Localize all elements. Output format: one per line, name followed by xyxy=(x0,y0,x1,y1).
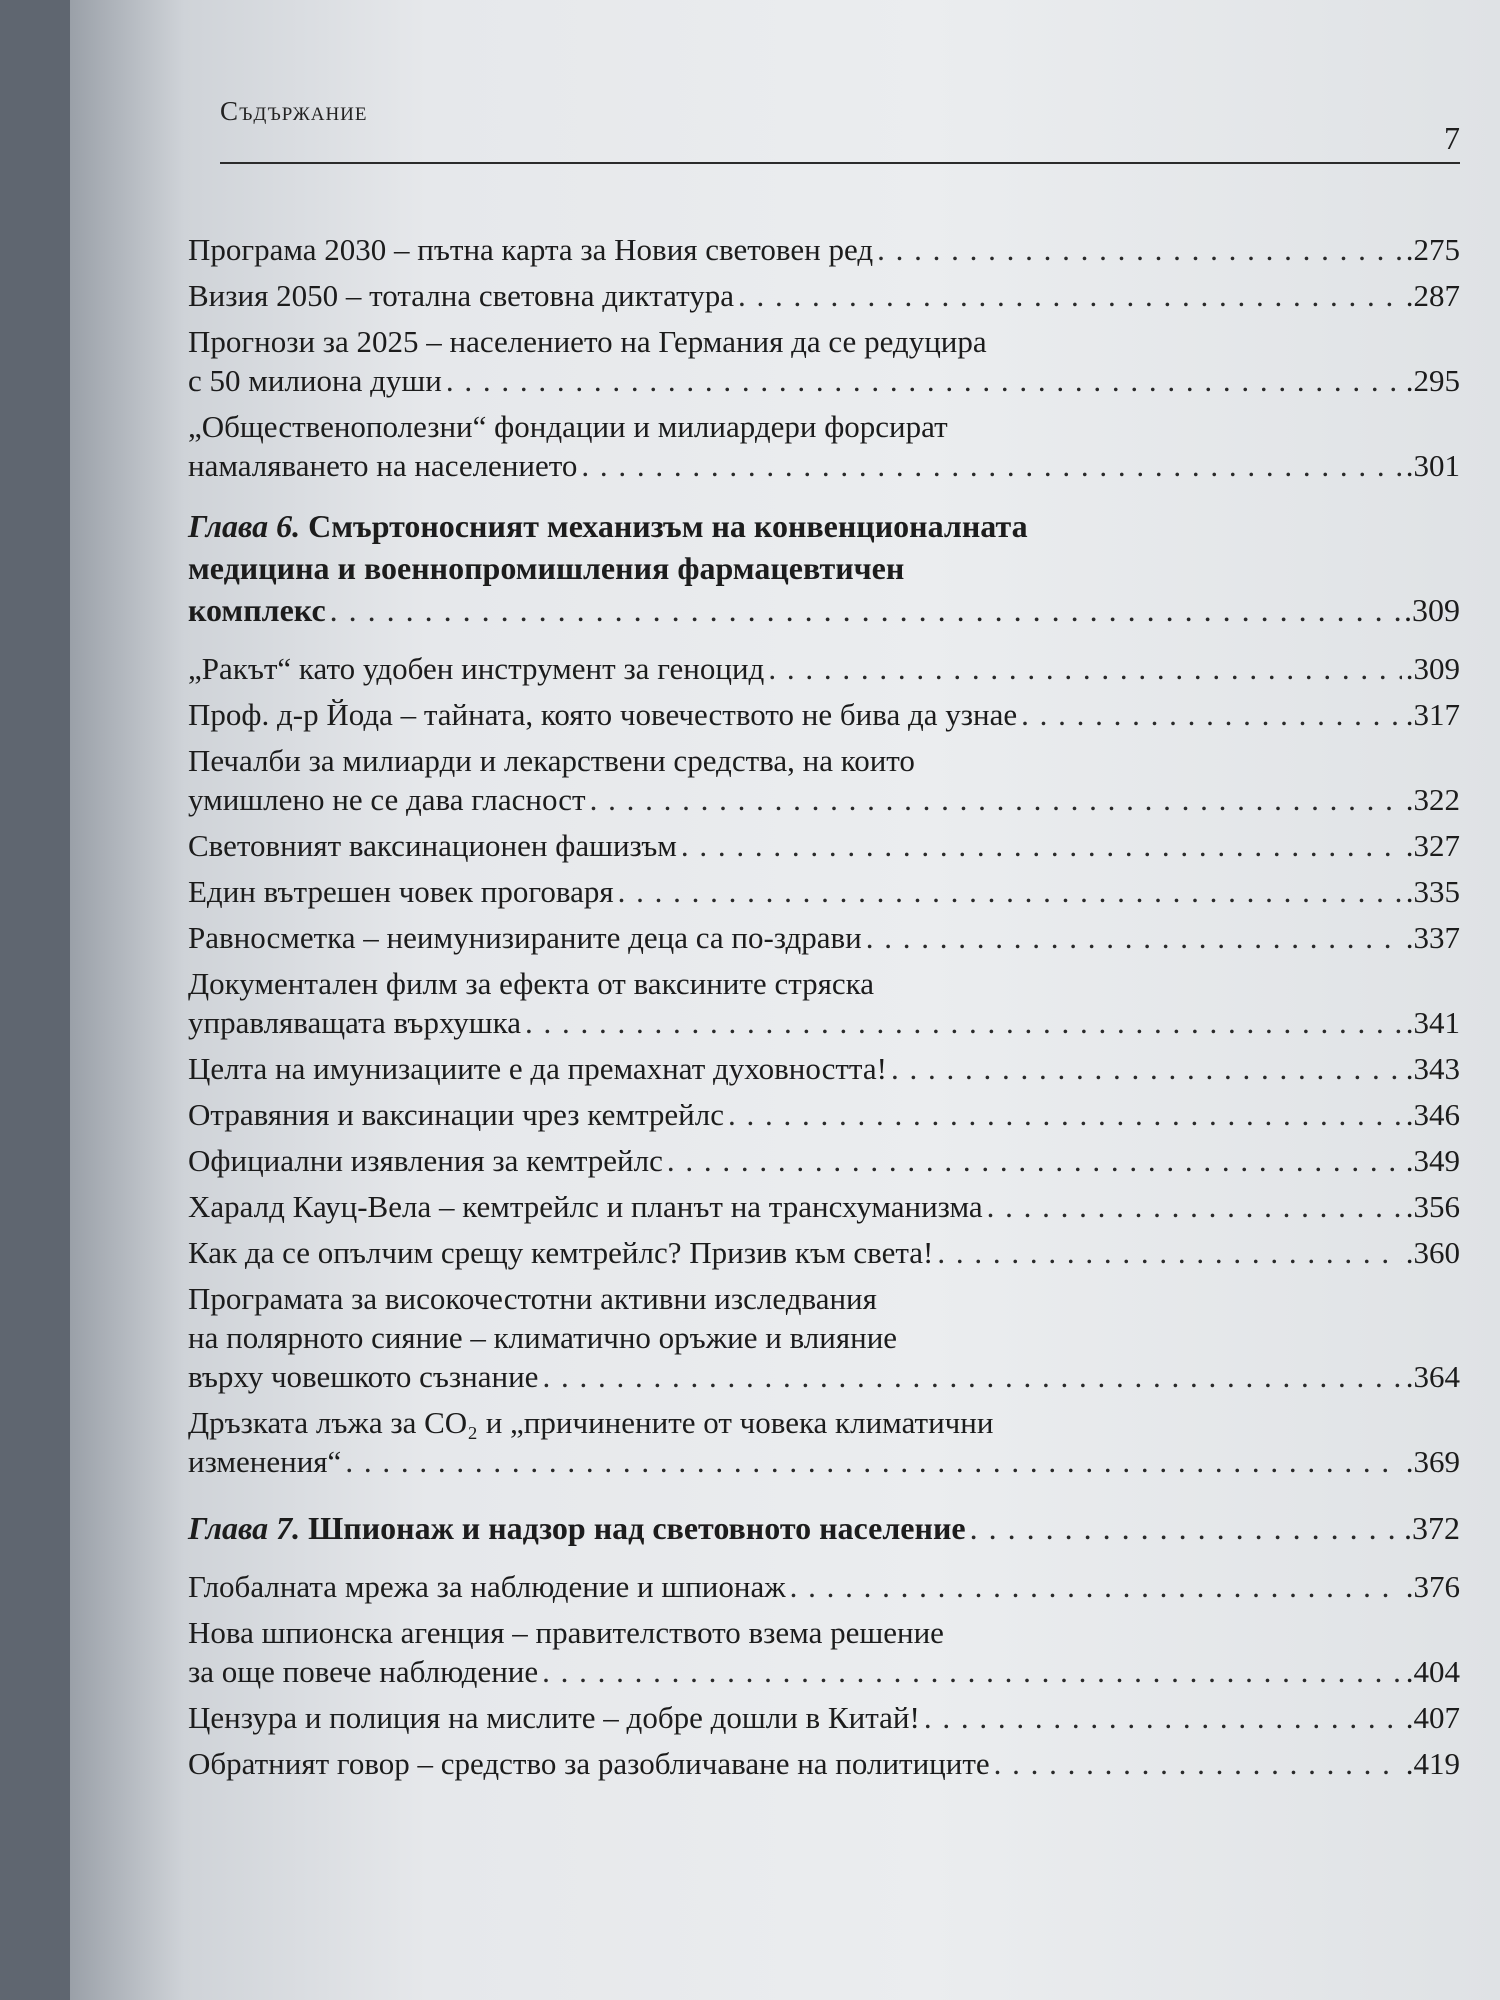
entry-title: Визия 2050 – тотална световна диктатура xyxy=(188,278,735,313)
entry-title: Равносметка – неимунизираните деца са по-здрави xyxy=(188,920,862,955)
entry-title: Програма 2030 – пътна карта за Новия световен ред xyxy=(188,232,874,267)
chapter-title-line: комплекс xyxy=(188,592,326,628)
toc-entry xyxy=(188,1403,1460,1481)
toc-entry xyxy=(188,1613,1460,1691)
entry-page: .364 xyxy=(1405,1359,1460,1394)
entry-page: .295 xyxy=(1405,363,1460,398)
chapter-title-line: Смъртоносният механизъм на конвенционалната xyxy=(300,508,1028,544)
toc-entry xyxy=(188,230,1460,269)
dot-leader xyxy=(728,1095,1402,1134)
entry-title-line: Програмата за високочестотни активни изследвания xyxy=(188,1281,877,1316)
toc-entry xyxy=(188,1049,1460,1088)
dot-leader xyxy=(345,1442,1401,1481)
entry-title: Световният ваксинационен фашизъм xyxy=(188,828,677,863)
page-number: 7 xyxy=(1444,120,1460,156)
entry-title-line: Прогнози за 2025 – населението на Германия да се редуцира xyxy=(188,324,987,359)
dot-leader xyxy=(590,780,1402,819)
dot-leader xyxy=(542,1652,1402,1691)
toc-entry xyxy=(188,1744,1460,1783)
entry-title-line: „Общественополезни“ фондации и милиардери форсират xyxy=(188,409,948,444)
entry-page: .360 xyxy=(1405,1235,1460,1270)
toc-entry xyxy=(188,1279,1460,1396)
dot-leader xyxy=(667,1141,1402,1180)
entry-title: изменения“ xyxy=(188,1444,342,1479)
table-of-contents xyxy=(188,230,1460,1790)
entry-page: .309 xyxy=(1405,651,1460,686)
entry-title: Отравяния и ваксинации чрез кемтрейлс xyxy=(188,1097,724,1132)
dot-leader xyxy=(987,1187,1402,1226)
entry-page: .301 xyxy=(1405,448,1460,483)
entry-page: .376 xyxy=(1405,1569,1460,1604)
toc-entry xyxy=(188,1698,1460,1737)
chapter-heading xyxy=(188,505,1460,631)
dot-leader xyxy=(970,1507,1400,1549)
entry-title: намаляването на населението xyxy=(188,448,578,483)
dot-leader xyxy=(790,1567,1402,1606)
toc-entry xyxy=(188,1141,1460,1180)
entry-page: .407 xyxy=(1405,1700,1460,1735)
dot-leader xyxy=(581,446,1401,485)
running-header xyxy=(220,92,1460,164)
dot-leader xyxy=(768,649,1401,688)
chapter-title-line: медицина и военнопромишления фармацевтичен xyxy=(188,550,905,586)
chapter-page: .309 xyxy=(1404,592,1460,628)
chapter-label: Глава 7. xyxy=(188,1510,301,1546)
dot-leader xyxy=(681,826,1402,865)
chapter-label: Глава 6. xyxy=(188,508,301,544)
entry-page: .287 xyxy=(1405,278,1460,313)
dot-leader xyxy=(738,276,1402,315)
dot-leader xyxy=(330,589,1400,631)
toc-entry xyxy=(188,695,1460,734)
entry-title: с 50 милиона души xyxy=(188,363,442,398)
toc-entry xyxy=(188,1095,1460,1134)
chapter-heading xyxy=(188,1507,1460,1549)
toc-entry xyxy=(188,322,1460,400)
entry-title: Целта на имунизациите е да премахнат духовността! xyxy=(188,1051,887,1086)
entry-page: .335 xyxy=(1405,874,1460,909)
header-title: Съдържание xyxy=(220,96,368,126)
toc-entry xyxy=(188,276,1460,315)
entry-page: .346 xyxy=(1405,1097,1460,1132)
entry-title: върху човешкото съзнание xyxy=(188,1359,539,1394)
dot-leader xyxy=(924,1698,1402,1737)
dot-leader xyxy=(891,1049,1402,1088)
entry-title: за още повече наблюдение xyxy=(188,1654,539,1689)
toc-entry xyxy=(188,1233,1460,1272)
entry-title-line: Нова шпионска агенция – правителството взема решение xyxy=(188,1615,944,1650)
entry-page: .419 xyxy=(1405,1746,1460,1781)
dot-leader xyxy=(446,361,1402,400)
entry-title-line: Печалби за милиарди и лекарствени средства, на които xyxy=(188,743,915,778)
toc-entry xyxy=(188,407,1460,485)
entry-title: Официални изявления за кемтрейлс xyxy=(188,1143,663,1178)
entry-page: .369 xyxy=(1405,1444,1460,1479)
entry-title: Глобалната мрежа за наблюдение и шпионаж xyxy=(188,1569,786,1604)
chapter-page: .372 xyxy=(1404,1510,1460,1546)
dot-leader xyxy=(1021,695,1402,734)
dot-leader xyxy=(525,1003,1402,1042)
toc-entry xyxy=(188,918,1460,957)
entry-title-line: Дръзката лъжа за CO₂ и „причинените от човека климатични xyxy=(188,1405,994,1440)
entry-page: .317 xyxy=(1405,697,1460,732)
toc-entry xyxy=(188,1567,1460,1606)
entry-title: Цензура и полиция на мислите – добре дошли в Китай! xyxy=(188,1700,920,1735)
dot-leader xyxy=(937,1233,1401,1272)
entry-title: Харалд Кауц-Вела – кемтрейлс и планът на трансхуманизма xyxy=(188,1189,983,1224)
entry-title-line: на полярното сияние – климатично оръжие и влияние xyxy=(188,1320,898,1355)
dot-leader xyxy=(994,1744,1402,1783)
dot-leader xyxy=(877,230,1402,269)
dot-leader xyxy=(542,1357,1401,1396)
entry-title: управляващата върхушка xyxy=(188,1005,521,1040)
toc-entry xyxy=(188,1187,1460,1226)
toc-entry xyxy=(188,964,1460,1042)
entry-page: .327 xyxy=(1405,828,1460,863)
entry-page: .356 xyxy=(1405,1189,1460,1224)
chapter-title-line: Шпионаж и надзор над световното население xyxy=(300,1510,966,1546)
entry-page: .341 xyxy=(1405,1005,1460,1040)
entry-page: .404 xyxy=(1405,1654,1460,1689)
dot-leader xyxy=(618,872,1402,911)
entry-title: умишлено не се дава гласност xyxy=(188,782,586,817)
entry-page: .322 xyxy=(1405,782,1460,817)
entry-title: Обратният говор – средство за разобличаване на политиците xyxy=(188,1746,990,1781)
entry-page: .337 xyxy=(1405,920,1460,955)
toc-entry xyxy=(188,649,1460,688)
toc-entry xyxy=(188,872,1460,911)
toc-entry xyxy=(188,741,1460,819)
entry-page: .275 xyxy=(1405,232,1460,267)
dot-leader xyxy=(866,918,1402,957)
entry-title: „Ракът“ като удобен инструмент за геноцид xyxy=(188,651,765,686)
entry-page: .343 xyxy=(1405,1051,1460,1086)
book-page xyxy=(70,0,1500,2000)
entry-title-line: Документален филм за ефекта от ваксините стряска xyxy=(188,966,874,1001)
toc-entry xyxy=(188,826,1460,865)
entry-title: Как да се опълчим срещу кемтрейлс? Призив към света! xyxy=(188,1235,934,1270)
entry-page: .349 xyxy=(1405,1143,1460,1178)
entry-title: Проф. д-р Йода – тайната, която човечеството не бива да узнае xyxy=(188,697,1018,732)
entry-title: Един вътрешен човек проговаря xyxy=(188,874,614,909)
